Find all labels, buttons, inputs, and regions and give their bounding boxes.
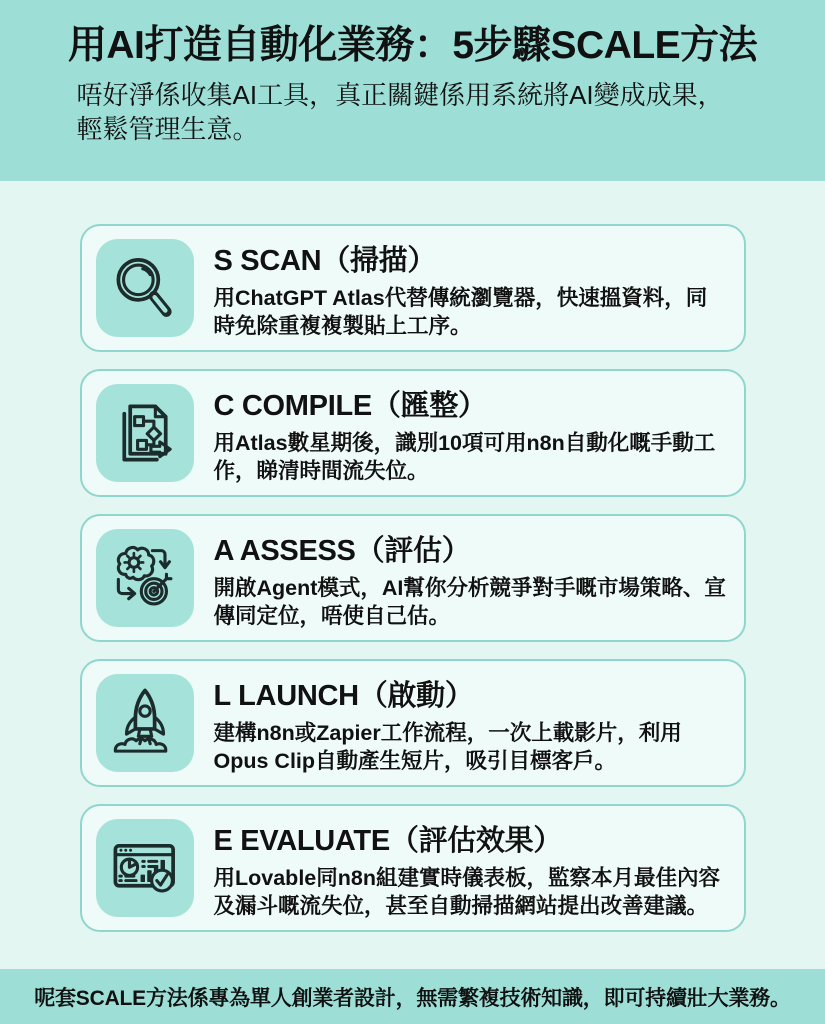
icon-tile (96, 529, 194, 627)
header-banner (0, 0, 825, 181)
footer-banner (0, 969, 825, 1024)
steps-section (0, 181, 825, 969)
footer-text: 呢套SCALE方法係專為單人創業者設計，無需繁複技術知識，即可持續壯大業務。 (34, 986, 791, 1010)
step-title: E EVALUATE（評估效果） (213, 824, 563, 857)
step-card-text (214, 816, 728, 921)
step-description: 開啟Agent模式，AI幫你分析競爭對手嘅市場策略、宣傳同定位，唔使自己估。 (213, 575, 726, 628)
step-title: L LAUNCH（啟動） (213, 679, 474, 712)
page-title: 用AI打造自動化業務：5步驟SCALE方法 (67, 24, 758, 67)
icon-tile (96, 384, 194, 482)
icon-tile (96, 819, 194, 917)
icon-tile (96, 239, 194, 337)
rocket-icon (108, 686, 182, 760)
step-card-list (80, 224, 746, 932)
step-title: S SCAN（掃描） (213, 244, 437, 277)
step-card-text (214, 236, 728, 341)
icon-tile (96, 674, 194, 772)
step-title: C COMPILE（匯整） (213, 389, 487, 422)
dashboard-chart-icon (108, 831, 182, 905)
step-title: A ASSESS（評估） (213, 534, 471, 567)
step-card-compile (80, 369, 746, 497)
step-card-scan (80, 224, 746, 352)
step-card-text (214, 671, 728, 776)
step-card-evaluate (80, 804, 746, 932)
step-card-launch (80, 659, 746, 787)
step-description: 建構n8n或Zapier工作流程，一次上載影片，利用Opus Clip自動產生短片，吸引目標客戶。 (213, 720, 682, 773)
brain-target-icon (108, 541, 182, 615)
step-card-text (214, 381, 728, 486)
document-flowchart-icon (108, 396, 182, 470)
step-description: 用Lovable同n8n組建實時儀表板，監察本月最佳內容及漏斗嘅流失位，甚至自動掃描網站提出改善建議。 (213, 865, 720, 918)
search-icon (108, 251, 182, 325)
step-description: 用ChatGPT Atlas代替傳統瀏覽器，快速搵資料，同時免除重複複製貼上工序。 (213, 285, 708, 338)
step-description: 用Atlas數星期後，識別10項可用n8n自動化嘅手動工作，睇清時間流失位。 (213, 430, 716, 483)
step-card-text (214, 526, 728, 631)
step-card-assess (80, 514, 746, 642)
page-subtitle: 唔好淨係收集AI工具，真正關鍵係用系統將AI變成成果，輕鬆管理生意。 (76, 79, 724, 144)
